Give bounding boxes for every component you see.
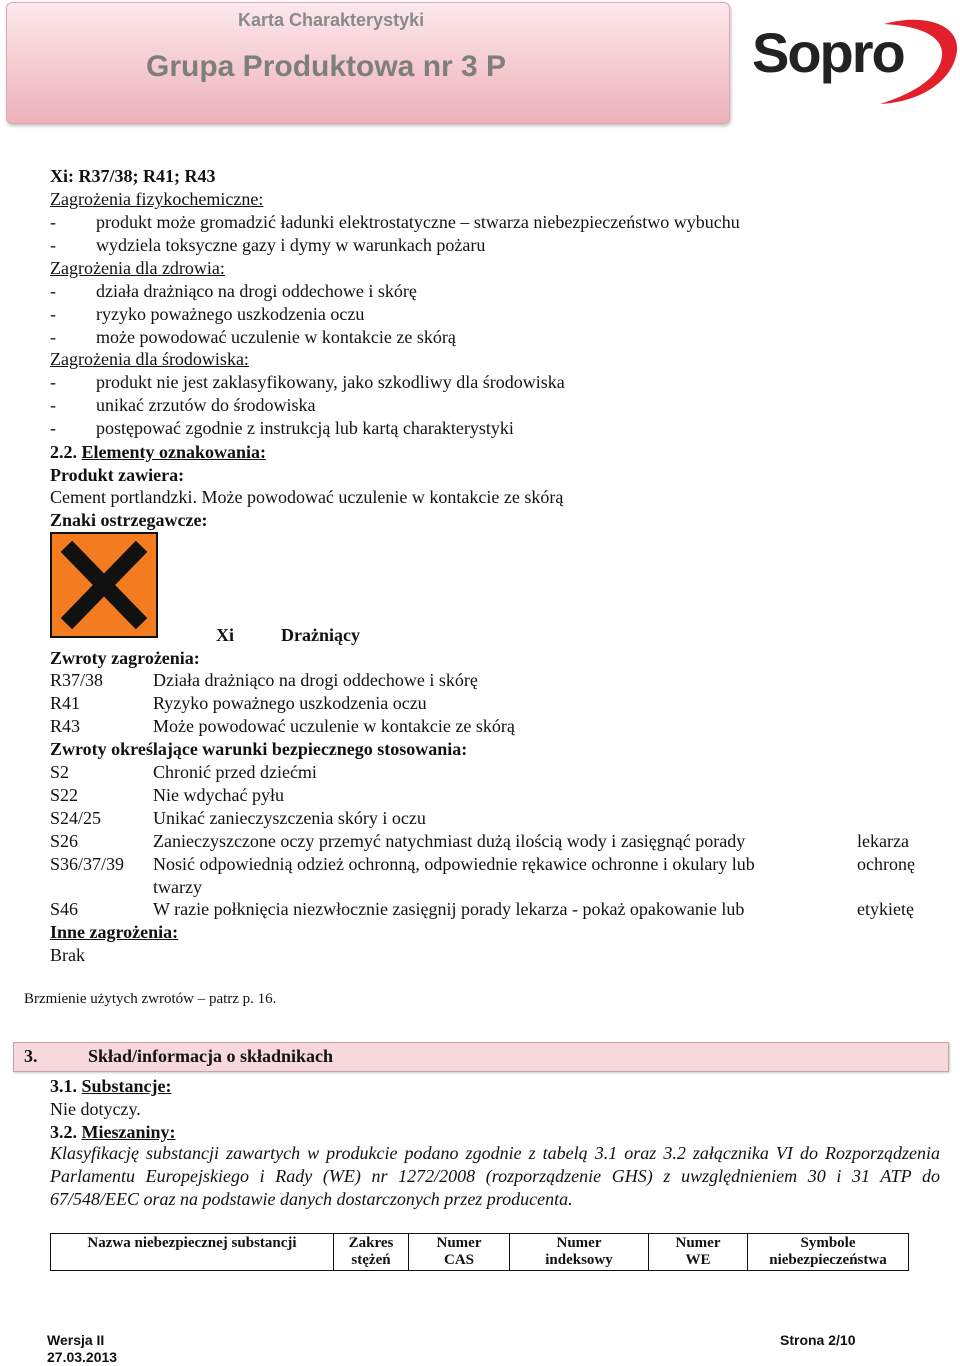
hazardous-substances-table bbox=[50, 1233, 909, 1271]
column-header-cas: Numer CAS bbox=[409, 1234, 510, 1271]
document-title: Grupa Produktowa nr 3 P bbox=[146, 50, 507, 83]
substances-text: Nie dotyczy. bbox=[50, 1099, 141, 1119]
phrases-note: Brzmienie użytych zwrotów – patrz p. 16. bbox=[24, 991, 277, 1007]
section-3-title: Skład/informacja o składnikach bbox=[88, 1046, 334, 1066]
column-header-index: Numer indeksowy bbox=[510, 1234, 649, 1271]
hazard-symbol-name: Drażniący bbox=[281, 625, 360, 645]
other-hazards-value: Brak bbox=[50, 945, 85, 965]
sopro-logo bbox=[752, 14, 960, 106]
warning-signs-label: Znaki ostrzegawcze: bbox=[50, 510, 208, 530]
mixtures-heading: 3.2. Mieszaniny: bbox=[50, 1122, 176, 1142]
document-subtitle: Karta Charakterystyki bbox=[238, 10, 425, 30]
r-phrases-heading: Zwroty zagrożenia: bbox=[50, 648, 200, 668]
other-hazards-heading: Inne zagrożenia: bbox=[50, 922, 179, 942]
health-heading: Zagrożenia dla zdrowia: bbox=[50, 258, 225, 278]
s-phrases-heading: Zwroty określające warunki bezpiecznego stosowania: bbox=[50, 739, 468, 759]
footer-page-number: Strona 2/10 bbox=[780, 1332, 856, 1348]
footer-version: Wersja II 27.03.2013 bbox=[47, 1332, 118, 1365]
table-header-row bbox=[51, 1234, 909, 1271]
logo-wordmark: Sopro bbox=[752, 21, 904, 84]
xi-irritant-hazard-icon bbox=[50, 532, 158, 638]
column-header-we: Numer WE bbox=[649, 1234, 748, 1271]
column-header-name: Nazwa niebezpiecznej substancji bbox=[51, 1234, 334, 1271]
column-header-symbols: Symbole niebezpieczeństwa bbox=[748, 1234, 909, 1271]
environment-heading: Zagrożenia dla środowiska: bbox=[50, 349, 249, 369]
cross-icon bbox=[52, 534, 156, 636]
hazard-symbol-code: Xi bbox=[216, 625, 234, 645]
classification-line: Xi: R37/38; R41; R43 bbox=[50, 166, 216, 186]
contains-text: Cement portlandzki. Może powodować uczulenie w kontakcie ze skórą bbox=[50, 487, 564, 507]
section-3-number: 3. bbox=[24, 1046, 38, 1066]
mixtures-paragraph: Klasyfikację substancji zawartych w produkcie podano zgodnie z tabelą 3.1 oraz 3.2 załącznika VI do Rozporządzenia Parlamentu Europejskiego i Rady (WE) nr 1272/2008 (rozporządzenie GHS) z uwzględnieniem 30 i 31 ATP do 67/548/EEC oraz na podstawie danych dostarczonych przez producenta. bbox=[50, 1143, 940, 1209]
physchem-heading: Zagrożenia fizykochemiczne: bbox=[50, 189, 264, 209]
substances-heading: 3.1. Substancje: bbox=[50, 1076, 172, 1096]
labeling-heading: 2.2. Elementy oznakowania: bbox=[50, 442, 266, 462]
column-header-concentration: Zakres stężeń bbox=[334, 1234, 409, 1271]
contains-label: Produkt zawiera: bbox=[50, 465, 185, 485]
